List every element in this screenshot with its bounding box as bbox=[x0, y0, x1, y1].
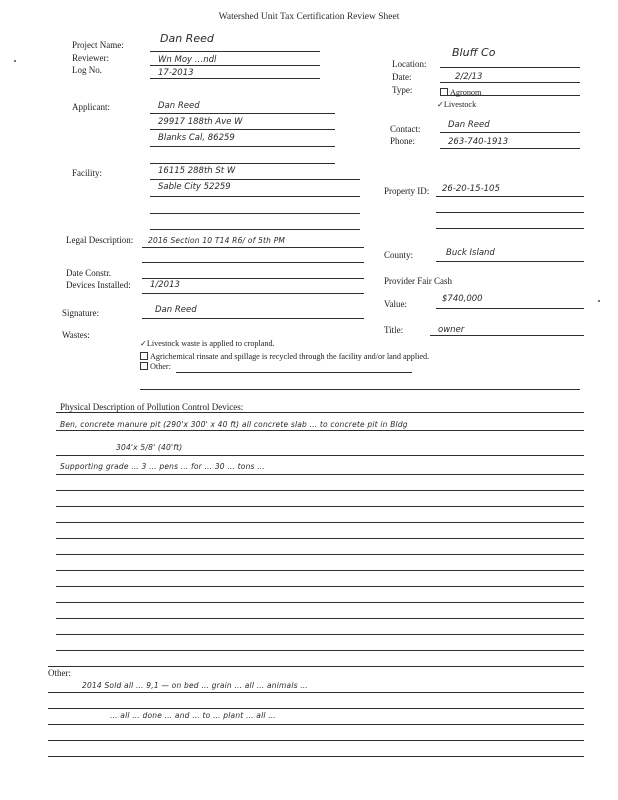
facility-line-2 bbox=[150, 196, 360, 197]
project-name-value: Dan Reed bbox=[160, 32, 214, 45]
applicant-addr2-value: Blanks Cal, 86259 bbox=[158, 133, 235, 143]
scan-speck bbox=[598, 300, 600, 302]
signature-value: Dan Reed bbox=[155, 305, 197, 315]
reviewer-value: Wn Moy …ndl bbox=[158, 55, 217, 65]
waste-option-agrichemical: Agrichemical rinsate and spillage is recycled through the facility and/or land applied. bbox=[140, 352, 429, 361]
county-label: County: bbox=[384, 250, 414, 260]
physical-line-5 bbox=[56, 506, 584, 507]
phone-label: Phone: bbox=[390, 136, 416, 146]
physical-line1-value: Ben, concrete manure pit (290'x 300' x 40 ft) all concrete slab … to concrete pit in Bldg bbox=[60, 420, 408, 429]
county-value: Buck Island bbox=[446, 248, 495, 258]
facility-addr2-value: Sable City 52259 bbox=[158, 182, 231, 192]
form-title: Watershed Unit Tax Certification Review Sheet bbox=[218, 12, 400, 22]
log-no-label: Log No. bbox=[72, 65, 102, 75]
devices-installed-value: 1/2013 bbox=[150, 280, 180, 290]
title-value: owner bbox=[438, 325, 465, 335]
physical-line-9 bbox=[56, 570, 584, 571]
legal-line-1 bbox=[142, 247, 364, 248]
scan-speck bbox=[14, 60, 16, 62]
applicant-label: Applicant: bbox=[72, 102, 110, 112]
facility-line-4 bbox=[150, 229, 360, 230]
property-id-line-2 bbox=[436, 212, 584, 213]
applicant-addr1-value: 29917 188th Ave W bbox=[158, 117, 243, 127]
physical-line-0 bbox=[56, 412, 584, 413]
type-option-livestock: ✓Livestock bbox=[437, 100, 477, 109]
legal-description-value: 2016 Section 10 T14 R6/ of 5th PM bbox=[148, 236, 286, 245]
checkmark-icon: ✓ bbox=[140, 339, 147, 348]
type-label: Type: bbox=[392, 85, 413, 95]
waste-option-other: Other: bbox=[140, 362, 171, 371]
property-id-line-3 bbox=[436, 228, 584, 229]
facility-addr1-value: 16115 288th St W bbox=[158, 166, 236, 176]
facility-line-1 bbox=[150, 179, 360, 180]
other-line2-value: … all … done … and … to … plant … all … bbox=[110, 711, 276, 720]
property-id-line-1 bbox=[436, 196, 584, 197]
other-line-5 bbox=[48, 756, 584, 757]
applicant-line-2 bbox=[150, 129, 335, 130]
legal-line-2 bbox=[142, 262, 364, 263]
applicant-line-4 bbox=[150, 163, 335, 164]
property-id-label: Property ID: bbox=[384, 186, 430, 196]
reviewer-label: Reviewer: bbox=[72, 53, 109, 63]
physical-line3-value: Supporting grade … 3 … pens … for … 30 … tons … bbox=[60, 462, 265, 471]
applicant-line-1 bbox=[150, 113, 335, 114]
waste-option-livestock: ✓Livestock waste is applied to cropland. bbox=[140, 339, 275, 348]
project-name-label: Project Name: bbox=[72, 40, 124, 50]
other-line-2 bbox=[48, 708, 584, 709]
physical-line2-value: 304'x 5/8' (40'ft) bbox=[116, 443, 183, 452]
other-line-0 bbox=[48, 666, 584, 667]
date-constructed-line bbox=[142, 278, 364, 279]
date-line bbox=[440, 82, 580, 83]
date-label: Date: bbox=[392, 72, 412, 82]
phone-line bbox=[440, 148, 580, 149]
checkmark-icon: ✓ bbox=[437, 100, 444, 109]
legal-description-label: Legal Description: bbox=[66, 235, 134, 245]
log-no-line bbox=[150, 78, 320, 79]
applicant-line-3 bbox=[150, 146, 335, 147]
fair-cash-value: $740,000 bbox=[442, 294, 483, 304]
waste-extra-line bbox=[140, 389, 580, 390]
devices-installed-label: Devices Installed: bbox=[66, 280, 131, 290]
property-id-value: 26-20-15-105 bbox=[442, 184, 500, 194]
other-line-3 bbox=[48, 724, 584, 725]
checkbox-icon bbox=[440, 88, 448, 96]
other-line1-value: 2014 Sold all … 9,1 — on bed … grain … all … animals … bbox=[82, 681, 308, 690]
checkbox-icon bbox=[140, 352, 148, 360]
facility-line-3 bbox=[150, 213, 360, 214]
log-no-value: 17-2013 bbox=[158, 68, 194, 78]
physical-line-1 bbox=[56, 430, 584, 431]
wastes-label: Wastes: bbox=[62, 330, 90, 340]
signature-label: Signature: bbox=[62, 308, 99, 318]
physical-line-8 bbox=[56, 554, 584, 555]
contact-value: Dan Reed bbox=[448, 120, 490, 130]
physical-line-2 bbox=[56, 455, 584, 456]
applicant-name-value: Dan Reed bbox=[158, 101, 200, 111]
contact-label: Contact: bbox=[390, 124, 421, 134]
physical-line-7 bbox=[56, 538, 584, 539]
physical-line-13 bbox=[56, 634, 584, 635]
county-line bbox=[436, 261, 584, 262]
type-option-agronom: Agronom bbox=[440, 88, 481, 97]
title-label: Title: bbox=[384, 325, 404, 335]
other-line-4 bbox=[48, 740, 584, 741]
physical-line-4 bbox=[56, 490, 584, 491]
reviewer-line bbox=[150, 65, 320, 66]
facility-label: Facility: bbox=[72, 168, 102, 178]
physical-line-6 bbox=[56, 522, 584, 523]
devices-installed-line bbox=[142, 293, 364, 294]
date-constructed-label: Date Constr. bbox=[66, 268, 111, 278]
date-value: 2/2/13 bbox=[455, 72, 483, 82]
provider-fair-cash-label: Provider Fair Cash bbox=[384, 276, 452, 286]
physical-line-10 bbox=[56, 586, 584, 587]
other-line-1 bbox=[48, 692, 584, 693]
physical-description-label: Physical Description of Pollution Control Devices: bbox=[60, 402, 244, 412]
physical-line-11 bbox=[56, 602, 584, 603]
other-label: Other: bbox=[48, 668, 71, 678]
physical-line-12 bbox=[56, 618, 584, 619]
value-label: Value: bbox=[384, 299, 407, 309]
title-line bbox=[430, 335, 584, 336]
waste-other-line bbox=[176, 372, 412, 373]
contact-line bbox=[440, 132, 580, 133]
physical-line-3 bbox=[56, 474, 584, 475]
project-name-line bbox=[150, 51, 320, 52]
checkbox-icon bbox=[140, 362, 148, 370]
phone-value: 263-740-1913 bbox=[448, 137, 509, 147]
location-line bbox=[440, 67, 580, 68]
signature-line bbox=[142, 318, 364, 319]
physical-line-14 bbox=[56, 650, 584, 651]
location-value: Bluff Co bbox=[452, 46, 496, 59]
location-label: Location: bbox=[392, 59, 427, 69]
value-line bbox=[436, 308, 584, 309]
